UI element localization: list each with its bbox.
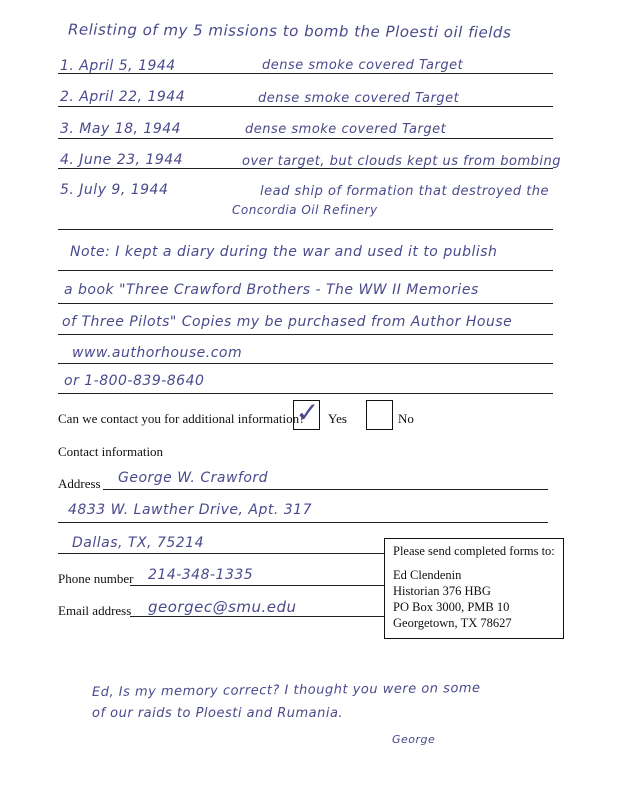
phone-rule xyxy=(130,585,384,586)
mission-5-note-continued: Concordia Oil Refinery xyxy=(232,203,378,217)
email-rule xyxy=(130,616,384,617)
no-checkbox[interactable] xyxy=(366,400,393,430)
mission-1-note: dense smoke covered Target xyxy=(262,58,464,73)
mission-1-date: 1. April 5, 1944 xyxy=(60,58,176,74)
mission-1-rule xyxy=(58,73,553,74)
mission-3-note: dense smoke covered Target xyxy=(245,122,447,137)
mission-5-date: 5. July 9, 1944 xyxy=(60,182,169,198)
note-rule-5 xyxy=(58,393,553,394)
send-to-name: Ed Clendenin xyxy=(393,568,462,582)
note-rule-3 xyxy=(58,334,553,335)
address-label: Address xyxy=(58,476,101,491)
send-to-city: Georgetown, TX 78627 xyxy=(393,616,512,630)
address-line-2: 4833 W. Lawther Drive, Apt. 317 xyxy=(68,502,312,518)
address-rule-2 xyxy=(58,522,548,523)
mission-3-rule xyxy=(58,138,553,139)
mission-3-date: 3. May 18, 1944 xyxy=(60,121,182,137)
yes-checkbox[interactable] xyxy=(293,396,320,430)
no-label: No xyxy=(398,411,414,426)
address-line-1: George W. Crawford xyxy=(118,470,269,486)
email-value: georgec@smu.edu xyxy=(148,598,297,616)
note-line-1: Note: I kept a diary during the war and used it to publish xyxy=(70,244,498,260)
send-to-box xyxy=(384,538,564,639)
phone-value: 214-348-1335 xyxy=(148,567,254,583)
send-to-po-box: PO Box 3000, PMB 10 xyxy=(393,600,510,614)
note-rule-2 xyxy=(58,303,553,304)
mission-2-date: 2. April 22, 1944 xyxy=(60,89,186,105)
address-rule-3 xyxy=(58,553,384,554)
contact-question-label: Can we contact you for additional information? xyxy=(58,411,305,426)
mission-5-note: lead ship of formation that destroyed the xyxy=(260,184,550,199)
mission-2-rule xyxy=(58,106,553,107)
note-line-2: a book "Three Crawford Brothers - The WW II Memories xyxy=(64,282,479,298)
mission-4-rule xyxy=(58,168,553,169)
note-rule-1 xyxy=(58,270,553,271)
note-rule-4 xyxy=(58,363,553,364)
send-to-heading: Please send completed forms to: xyxy=(393,544,555,558)
mission-2-note: dense smoke covered Target xyxy=(258,91,460,106)
signature: George xyxy=(392,733,436,746)
yes-label: Yes xyxy=(328,411,347,426)
note-line-3: of Three Pilots" Copies my be purchased from Author House xyxy=(62,314,513,330)
phone-label: Phone number xyxy=(58,571,134,586)
send-to-title: Historian 376 HBG xyxy=(393,584,491,598)
note-line-5: or 1-800-839-8640 xyxy=(64,373,205,389)
email-label: Email address xyxy=(58,603,132,618)
mission-4-note: over target, but clouds kept us from bombing xyxy=(242,154,562,169)
address-line-3: Dallas, TX, 75214 xyxy=(72,535,204,551)
note-line-4: www.authorhouse.com xyxy=(72,345,243,361)
page-title: Relisting of my 5 missions to bomb the Ploesti oil fields xyxy=(67,20,512,42)
mission-5-rule xyxy=(58,229,553,230)
footer-note-line-2: of our raids to Ploesti and Rumania. xyxy=(92,706,344,721)
checkmark-icon: ✓ xyxy=(296,396,320,429)
mission-4-date: 4. June 23, 1944 xyxy=(60,152,184,168)
contact-info-heading: Contact information xyxy=(58,444,164,459)
footer-note-line-1: Ed, Is my memory correct? I thought you were on some xyxy=(91,680,481,701)
address-rule-1 xyxy=(103,489,548,490)
